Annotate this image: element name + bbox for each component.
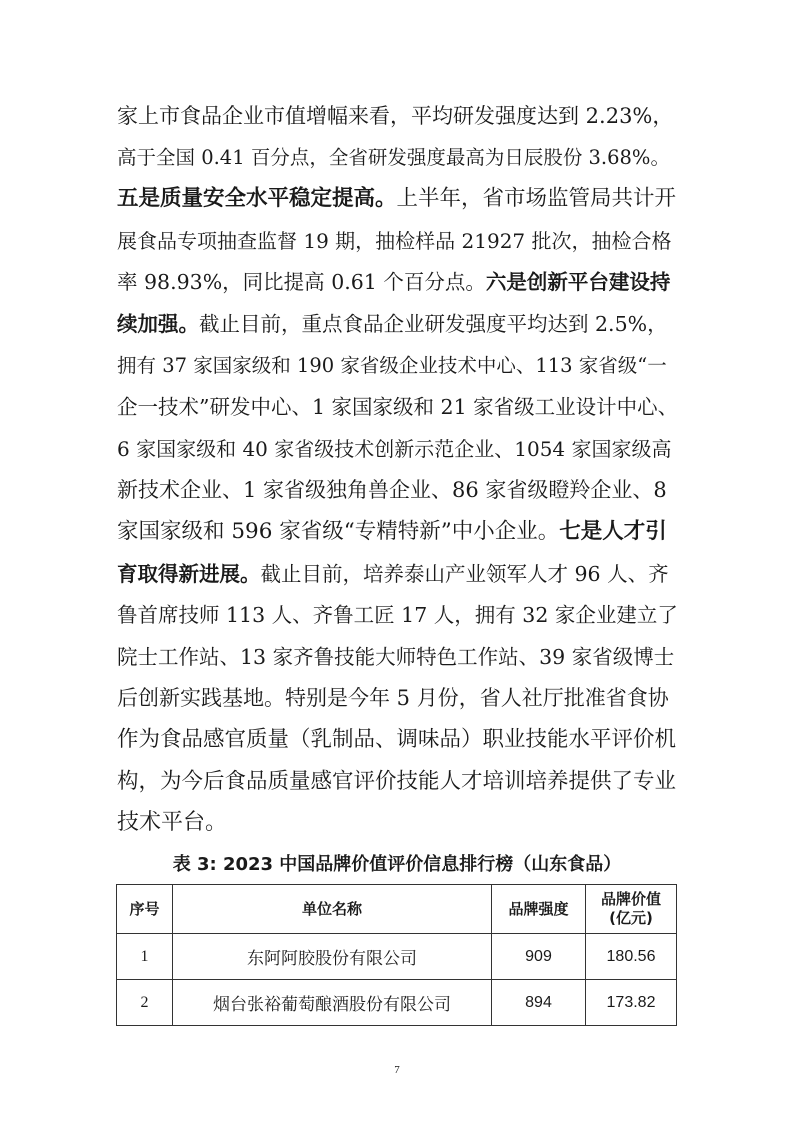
cell-value: 180.56 [586, 934, 677, 980]
body-text: 院士工作站、13 家齐鲁技能大师特色工作站、39 家省级博士 [117, 644, 675, 669]
header-value [586, 885, 677, 934]
text-line [117, 554, 677, 594]
cell-strength: 894 [492, 980, 586, 1026]
cell-seq: 1 [117, 934, 173, 980]
text-line [117, 720, 677, 760]
text-line [117, 304, 677, 344]
text-line [117, 678, 677, 718]
header-seq: 序号 [117, 885, 173, 934]
body-text: 后创新实践基地。特别是今年 5 月份，省人社厅批准省食协 [117, 686, 669, 711]
body-text: 家国家级和 596 家省级“专精特新”中小企业。 [117, 519, 560, 544]
header-value-line2: (亿元) [609, 909, 653, 927]
text-line [117, 637, 677, 677]
table-header-row [117, 885, 677, 934]
body-text: 构，为今后食品质量感官评价技能人才培训培养提供了专业 [117, 768, 677, 794]
cell-name: 烟台张裕葡萄酿酒股份有限公司 [173, 980, 492, 1026]
body-text: 展食品专项抽查监督 19 期，抽检样品 21927 批次，抽检合格 [117, 228, 672, 253]
body-text: 新技术企业、1 家省级独角兽企业、86 家省级瞪羚企业、8 [117, 478, 667, 503]
text-line [117, 221, 677, 261]
body-text: 截止目前，重点食品企业研发强度平均达到 2.5%， [199, 312, 668, 336]
body-text: 技术平台。 [117, 810, 228, 836]
body-text: 家上市食品企业市值增幅来看，平均研发强度达到 2.23%， [117, 104, 674, 128]
brand-value-table [116, 884, 677, 1026]
text-line [117, 387, 677, 427]
text-line [117, 179, 677, 219]
body-text: 截止目前，培养泰山产业领军人才 96 人、齐 [260, 561, 669, 586]
text-line [117, 429, 677, 469]
bold-heading-text: 七是人才引 [559, 519, 667, 544]
text-line [117, 762, 677, 802]
bold-heading-text: 续加强。 [117, 312, 199, 336]
bold-heading-text: 育取得新进展。 [117, 561, 261, 586]
header-name: 单位名称 [173, 885, 492, 934]
body-text: 高于全国 0.41 百分点，全省研发强度最高为日辰股份 3.68%。 [117, 145, 670, 169]
header-strength: 品牌强度 [492, 885, 586, 934]
text-line [117, 96, 677, 136]
page-number: 7 [394, 1064, 400, 1076]
body-text: 6 家国家级和 40 家省级技术创新示范企业、1054 家国家级高 [117, 436, 672, 461]
table-row [117, 980, 677, 1026]
body-text: 企一技术”研发中心、1 家国家级和 21 家省级工业设计中心、 [117, 395, 679, 420]
text-line [117, 262, 677, 302]
cell-value: 173.82 [586, 980, 677, 1026]
header-value-line1: 品牌价值 [600, 890, 661, 908]
text-line [117, 512, 677, 552]
body-text: 鲁首席技师 113 人、齐鲁工匠 17 人，拥有 32 家企业建立了 [117, 603, 678, 628]
text-line [117, 138, 677, 178]
body-text: 上半年，省市场监管局共计开 [396, 186, 677, 212]
cell-name: 东阿阿胶股份有限公司 [173, 934, 492, 980]
text-line [117, 803, 677, 843]
table-caption: 表 3: 2023 中国品牌价值评价信息排行榜（山东食品） [172, 854, 622, 875]
text-line [117, 595, 677, 635]
body-text: 作为食品感官质量（乳制品、调味品）职业技能水平评价机 [117, 727, 677, 752]
body-text: 率 98.93%，同比提高 0.61 个百分点。 [117, 270, 486, 295]
cell-strength: 909 [492, 934, 586, 980]
table-row [117, 934, 677, 980]
cell-seq: 2 [117, 980, 173, 1026]
text-line [117, 470, 677, 510]
bold-heading-text: 六是创新平台建设持 [485, 270, 671, 295]
bold-heading-text: 五是质量安全水平稳定提高。 [117, 186, 397, 212]
text-line [117, 346, 677, 386]
body-text: 拥有 37 家国家级和 190 家省级企业技术中心、113 家省级“一 [117, 353, 667, 377]
